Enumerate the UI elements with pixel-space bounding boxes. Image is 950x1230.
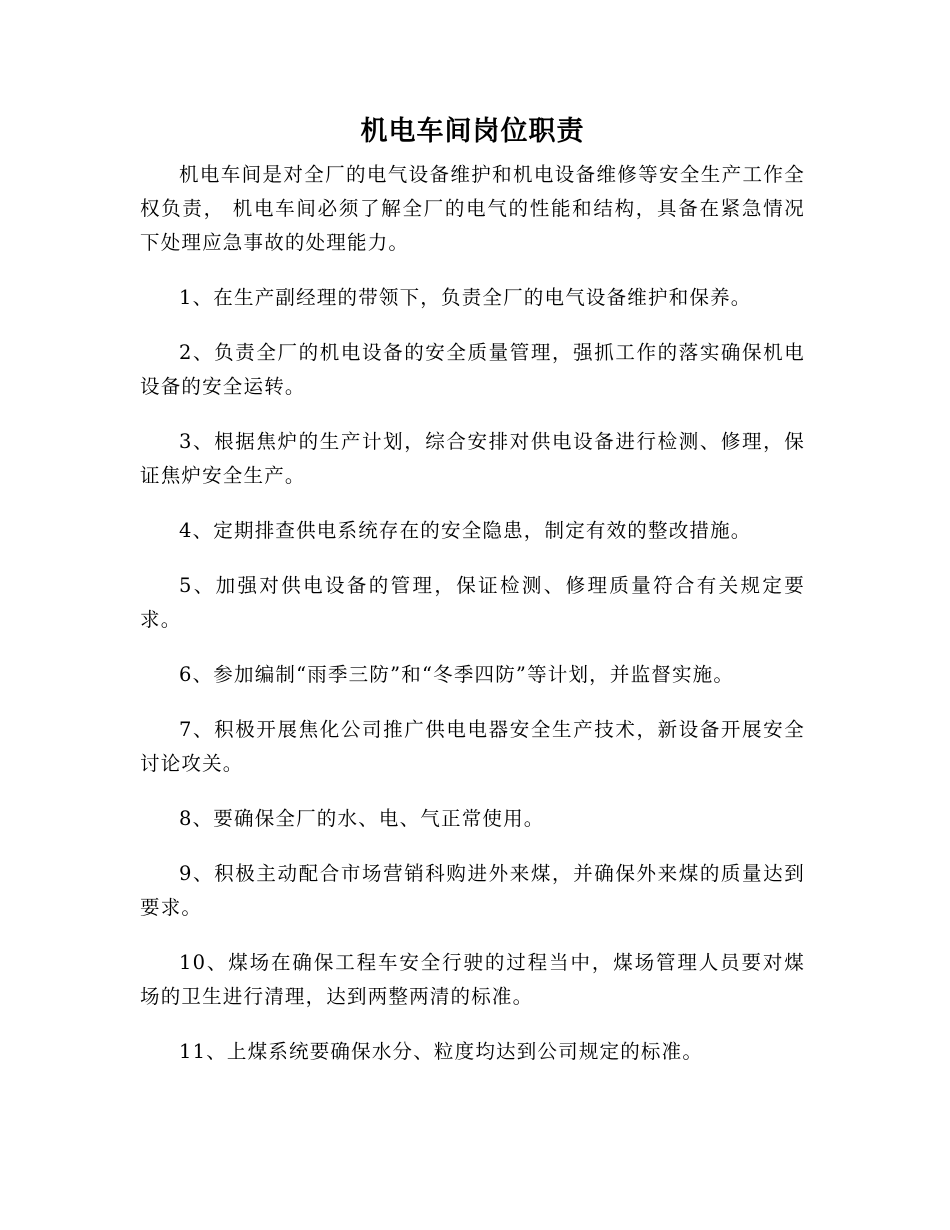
intro-paragraph: 机电车间是对全厂的电气设备维护和机电设备维修等安全生产工作全权负责， 机电车间必须了解全厂的电气的性能和结构，具备在紧急情况下处理应急事故的处理能力。: [140, 163, 805, 254]
duty-item-1: 1、在生产副经理的带领下，负责全厂的电气设备维护和保养。: [179, 286, 752, 309]
duty-item-5: 5、加强对供电设备的管理，保证检测、修理质量符合有关规定要求。: [140, 574, 805, 631]
duty-item-4: 4、定期排查供电系统存在的安全隐患，制定有效的整改措施。: [179, 519, 752, 542]
duty-item-11: 11、上煤系统要确保水分、粒度均达到公司规定的标准。: [179, 1040, 704, 1063]
duty-item-9: 9、积极主动配合市场营销科购进外来煤，并确保外来煤的质量达到要求。: [140, 862, 805, 919]
duty-item-6: 6、参加编制“雨季三防”和“冬季四防”等计划，并监督实施。: [179, 663, 735, 686]
duty-item-8: 8、要确保全厂的水、电、气正常使用。: [179, 807, 545, 830]
duty-item-3: 3、根据焦炉的生产计划，综合安排对供电设备进行检测、修理，保证焦炉安全生产。: [140, 430, 805, 487]
duty-item-7: 7、积极开展焦化公司推广供电电器安全生产技术，新设备开展安全讨论攻关。: [140, 718, 805, 775]
document-page: [140, 112, 805, 1090]
duty-item-10: 10、煤场在确保工程车安全行驶的过程当中，煤场管理人员要对煤场的卫生进行清理，达到两整两清的标准。: [140, 951, 805, 1008]
duty-item-2: 2、负责全厂的机电设备的安全质量管理，强抓工作的落实确保机电设备的安全运转。: [140, 341, 805, 398]
document-title: 机电车间岗位职责: [360, 116, 585, 147]
